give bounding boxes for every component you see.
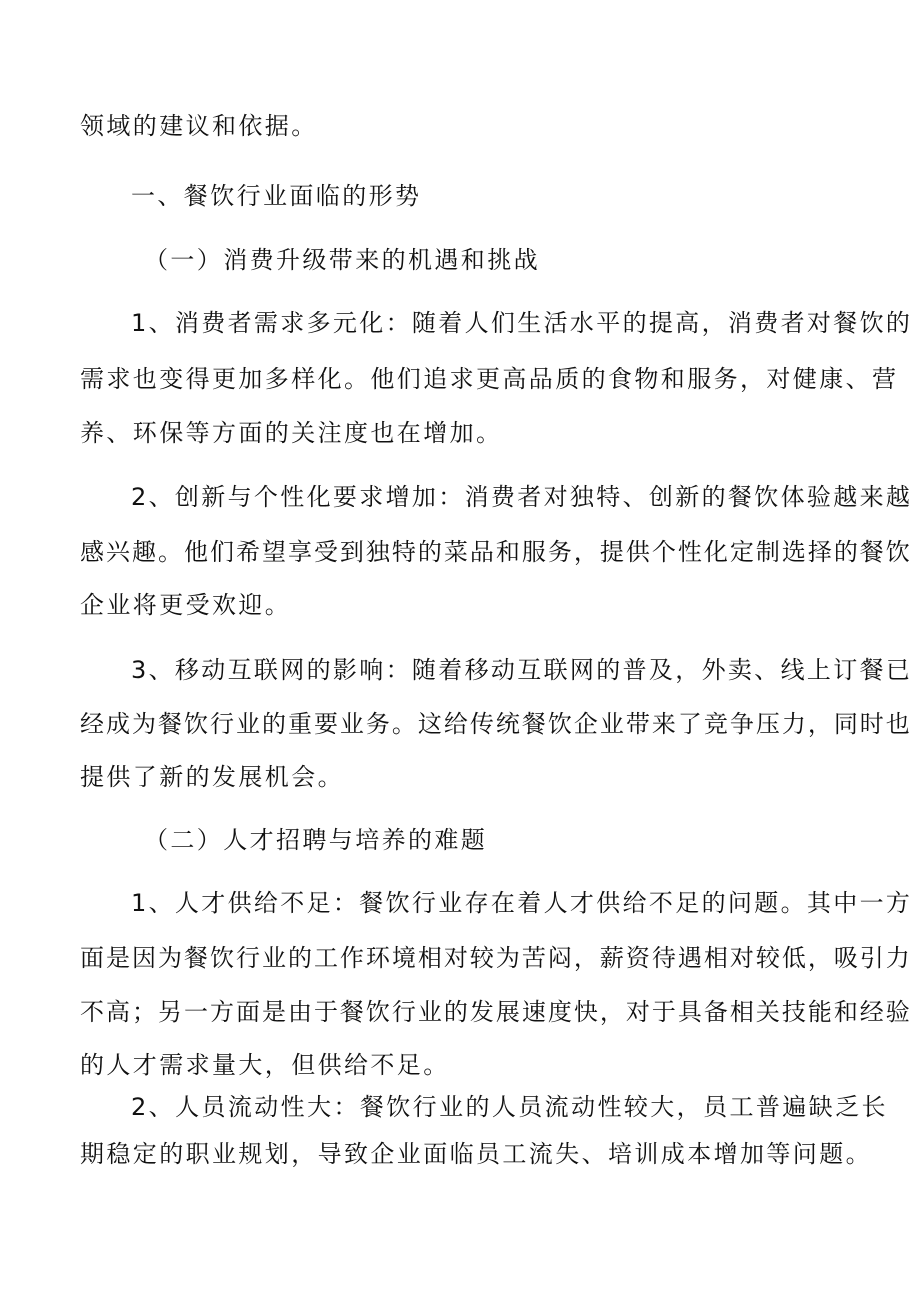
paragraph-line: 1、人才供给不足：餐饮行业存在着人才供给不足的问题。其中一方 xyxy=(131,889,913,917)
paragraph-line: 提供了新的发展机会。 xyxy=(80,763,344,791)
paragraph-line: 经成为餐饮行业的重要业务。这给传统餐饮企业带来了竞争压力，同时也 xyxy=(80,710,912,738)
paragraph-line: 不高；另一方面是由于餐饮行业的发展速度快，对于具备相关技能和经验 xyxy=(80,998,912,1026)
paragraph-line: 3、移动互联网的影响：随着移动互联网的普及，外卖、线上订餐已 xyxy=(131,656,913,684)
paragraph-line: 养、环保等方面的关注度也在增加。 xyxy=(80,419,503,447)
paragraph-line: 1、消费者需求多元化：随着人们生活水平的提高，消费者对餐饮的 xyxy=(131,309,913,337)
subsection-heading-2: （二）人才招聘与培养的难题 xyxy=(144,826,488,854)
paragraph-line: 企业将更受欢迎。 xyxy=(80,591,292,619)
paragraph-line: 的人才需求量大，但供给不足。 xyxy=(80,1051,450,1079)
paragraph-line: 2、创新与个性化要求增加：消费者对独特、创新的餐饮体验越来越 xyxy=(131,483,913,511)
paragraph-line: 感兴趣。他们希望享受到独特的菜品和服务，提供个性化定制选择的餐饮 xyxy=(80,538,912,566)
intro-line: 领域的建议和依据。 xyxy=(80,112,318,140)
subsection-heading-1: （一）消费升级带来的机遇和挑战 xyxy=(144,246,540,274)
paragraph-line: 2、人员流动性大：餐饮行业的人员流动性较大，员工普遍缺乏长 xyxy=(131,1093,888,1121)
paragraph-line: 面是因为餐饮行业的工作环境相对较为苦闷，薪资待遇相对较低，吸引力 xyxy=(80,944,912,972)
section-heading-1: 一、餐饮行业面临的形势 xyxy=(131,182,422,210)
paragraph-line: 期稳定的职业规划，导致企业面临员工流失、培训成本增加等问题。 xyxy=(80,1140,872,1168)
paragraph-line: 需求也变得更加多样化。他们追求更高品质的食物和服务，对健康、营 xyxy=(80,365,899,393)
